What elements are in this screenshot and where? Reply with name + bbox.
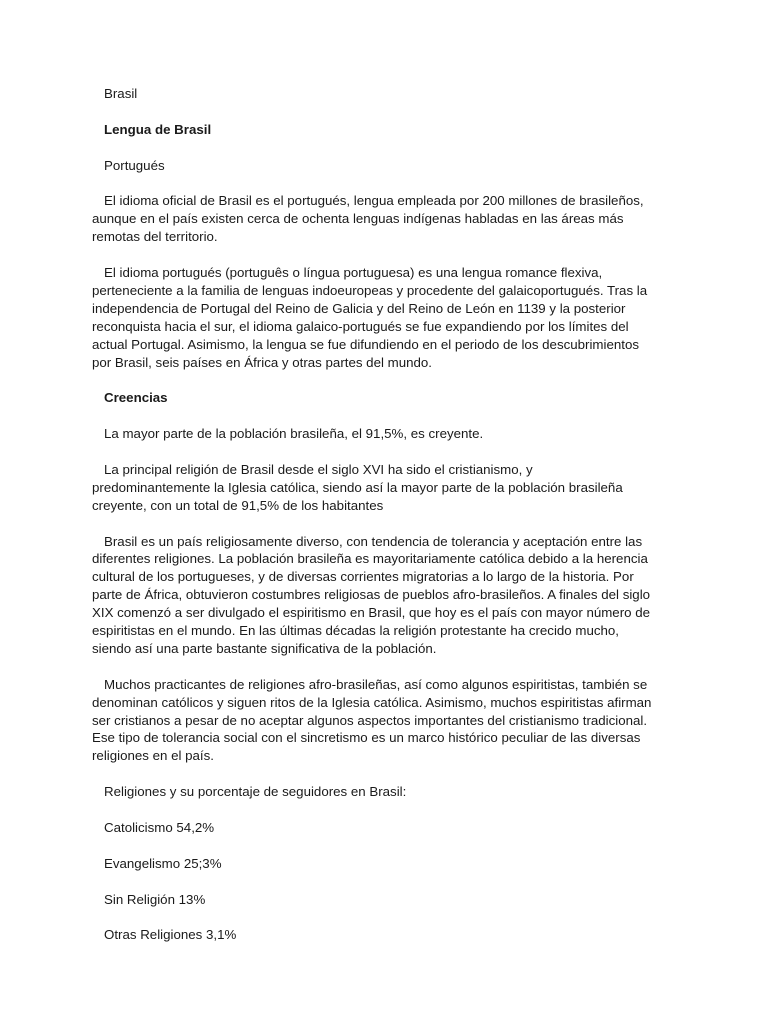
religion-list-item: Catolicismo 54,2% bbox=[104, 819, 215, 835]
beliefs-paragraph-2: La principal religión de Brasil desde el siglo XVI ha sido el cristianismo, y predominantemente la Iglesia católica, siendo así la mayor parte de la población brasileña creyente, con un total de 91,5% de los habitantes bbox=[92, 461, 623, 513]
language-paragraph-2: El idioma portugués (português o língua portuguesa) es una lengua romance flexiva, perteneciente a la familia de lenguas indoeuropeas y procedente del galaicoportugués. Tras la independencia de Portugal del Reino de Galicia y del Reino de León en 1139 y la posterior reconquista hacia el sur, el idioma galaico-portugués se fue expandiendo por los límites del actual Portugal. Asimismo, la lengua se fue difundiendo en el periodo de los descubrimientos por Brasil, seis países en África y otras partes del mundo. bbox=[92, 265, 648, 370]
beliefs-heading: Creencias bbox=[104, 390, 168, 406]
language-subheading: Portugués bbox=[104, 157, 165, 173]
beliefs-paragraph-1: La mayor parte de la población brasileña, el 91,5%, es creyente. bbox=[104, 426, 484, 442]
religion-list-item: Evangelismo 25;3% bbox=[104, 855, 222, 871]
religion-list-item: Sin Religión 13% bbox=[104, 891, 206, 907]
language-heading: Lengua de Brasil bbox=[104, 121, 212, 137]
beliefs-paragraph-3: Brasil es un país religiosamente diverso, con tendencia de tolerancia y aceptación entre las diferentes religiones. La población brasileña es mayoritariamente católica debido a la herencia cultural de los portugueses, y de diversas corrientes migratorias a lo largo de la historia. Por parte de África, obtuvieron costumbres religiosas de pueblos afro-brasileños. A finales del siglo XIX comenzó a ser divulgado el espiritismo en Brasil, que hoy es el país con mayor número de espiritistas en el mundo. En las últimas décadas la religión protestante ha crecido mucho, siendo así una parte bastante significativa de la población. bbox=[92, 533, 651, 656]
beliefs-paragraph-4: Muchos practicantes de religiones afro-brasileñas, así como algunos espiritistas, también se denominan católicos y siguen ritos de la Iglesia católica. Asimismo, muchos espiritistas afirman ser cristianos a pesar de no aceptar algunos aspectos importantes del cristianismo tradicional. Ese tipo de tolerancia social con el sincretismo es un marco histórico peculiar de las diversas religiones en el país. bbox=[92, 676, 652, 764]
religion-list-item: Otras Religiones 3,1% bbox=[104, 927, 237, 943]
religions-list-intro: Religiones y su porcentaje de seguidores en Brasil: bbox=[104, 784, 407, 800]
document-title: Brasil bbox=[104, 86, 138, 101]
language-paragraph-1: El idioma oficial de Brasil es el portugués, lengua empleada por 200 millones de brasileños, aunque en el país existen cerca de ochenta lenguas indígenas habladas en las áreas más remotas del territorio. bbox=[92, 193, 644, 245]
document-page bbox=[92, 85, 654, 962]
